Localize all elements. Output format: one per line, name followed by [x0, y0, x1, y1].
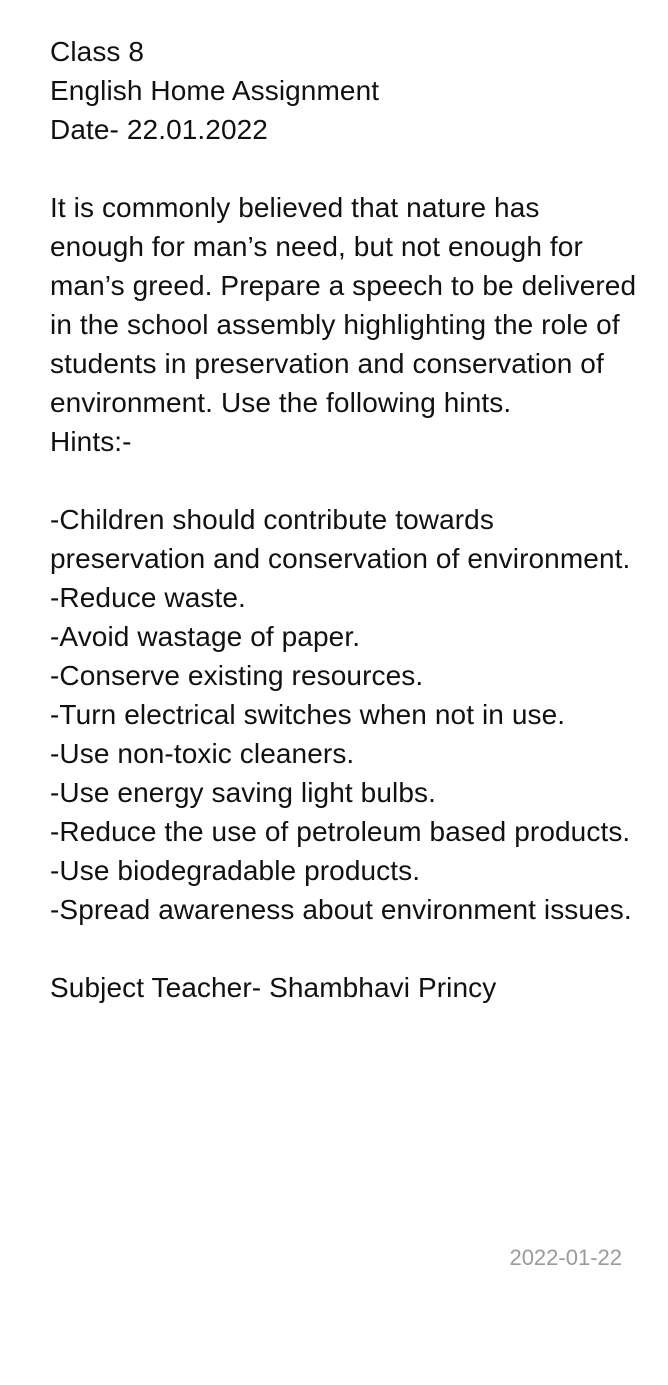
hint-item: -Spread awareness about environment issues.: [50, 894, 632, 925]
hint-item: -Use biodegradable products.: [50, 855, 421, 886]
blank-line: [50, 929, 640, 968]
note-timestamp: 2022-01-22: [509, 1245, 622, 1270]
hint-item: -Reduce waste.: [50, 582, 246, 613]
date-line: Date- 22.01.2022: [50, 114, 268, 145]
hint-item: -Use non-toxic cleaners.: [50, 738, 355, 769]
hint-item: -Children should contribute towards preservation and conservation of environment.: [50, 504, 631, 574]
blank-line: [50, 149, 640, 188]
hint-item: -Reduce the use of petroleum based products.: [50, 816, 631, 847]
class-line: Class 8: [50, 36, 145, 67]
hint-item: -Turn electrical switches when not in use.: [50, 699, 566, 730]
blank-line: [50, 461, 640, 500]
assignment-prompt: It is commonly believed that nature has enough for man’s need, but not enough for man’s greed. Prepare a speech to be delivered in the school assembly highlighting the role of students in preservation and conservation of environment. Use the following hints.: [50, 192, 645, 418]
teacher-line: Subject Teacher- Shambhavi Princy: [50, 972, 497, 1003]
hints-label: Hints:-: [50, 426, 132, 457]
note-content: [50, 32, 645, 1007]
hint-item: -Use energy saving light bulbs.: [50, 777, 436, 808]
subject-line: English Home Assignment: [50, 75, 380, 106]
hint-item: -Conserve existing resources.: [50, 660, 424, 691]
hint-item: -Avoid wastage of paper.: [50, 621, 361, 652]
hints-list: [50, 500, 640, 929]
